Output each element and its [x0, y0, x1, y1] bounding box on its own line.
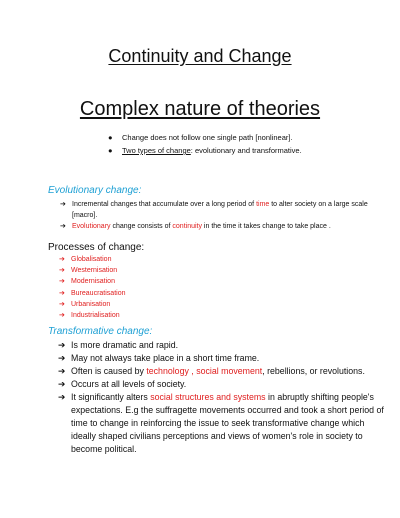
- arrow-icon: ➔: [59, 300, 65, 308]
- arrow-icon: ➔: [60, 201, 66, 208]
- list-item: ➔ Occurs at all levels of society.: [58, 379, 187, 389]
- list-item: ➔ May not always take place in a short time frame.: [58, 353, 260, 363]
- list-item: ➔ Bureaucratisation: [59, 288, 125, 299]
- list-item: ➔ Evolutionary change consists of continuity in the time it takes change to take place .: [60, 222, 380, 233]
- evolutionary-list: [60, 200, 380, 234]
- section-title: Complex nature of theories: [79, 98, 321, 120]
- arrow-icon: ➔: [58, 392, 66, 402]
- arrow-icon: ➔: [58, 366, 66, 376]
- transformative-list: [58, 339, 388, 456]
- list-item: ➔ Often is caused by technology , social movement, rebellions, or revolutions.: [58, 366, 365, 376]
- processes-heading: Processes of change:: [48, 242, 145, 253]
- bullet-icon: ●: [108, 133, 113, 142]
- list-item: ● Change does not follow one single path [nonlinear].: [108, 133, 293, 142]
- processes-list: [59, 254, 125, 321]
- list-item: ➔ Is more dramatic and rapid.: [58, 340, 179, 350]
- arrow-icon: ➔: [58, 379, 66, 389]
- arrow-icon: ➔: [59, 278, 65, 286]
- arrow-icon: ➔: [59, 289, 65, 297]
- arrow-icon: ➔: [59, 267, 65, 275]
- list-item: ● Two types of change: evolutionary and transformative.: [108, 146, 302, 155]
- evolutionary-heading: Evolutionary change:: [48, 185, 142, 196]
- list-item: ➔ Westernisation: [59, 265, 125, 276]
- page-title: Continuity and Change: [108, 46, 292, 66]
- transformative-heading: Transformative change:: [48, 326, 153, 337]
- arrow-icon: ➔: [60, 223, 66, 230]
- list-item: ➔ Globalisation: [59, 254, 125, 265]
- list-item: ➔ Urbanisation: [59, 299, 125, 310]
- list-item: ➔ Incremental changes that accumulate over a long period of time to alter society on a large scale [macro].: [60, 201, 368, 219]
- list-item: ➔ Industrialisation: [59, 310, 125, 321]
- arrow-icon: ➔: [58, 340, 66, 350]
- intro-bullet-list: [108, 131, 302, 157]
- arrow-icon: ➔: [59, 312, 65, 320]
- bullet-icon: ●: [108, 146, 113, 155]
- list-item: ➔ Modernisation: [59, 276, 125, 287]
- arrow-icon: ➔: [59, 256, 65, 263]
- list-item: ➔ It significantly alters social structures and systems in abruptly shifting people's expectations. E.g the suffragette movements occurred and took a short period of time to change in reinforcing the issue to seek transformative change which ideally shaped civilians perceptions and views of women's role in society to become political.: [58, 392, 384, 454]
- arrow-icon: ➔: [58, 353, 66, 363]
